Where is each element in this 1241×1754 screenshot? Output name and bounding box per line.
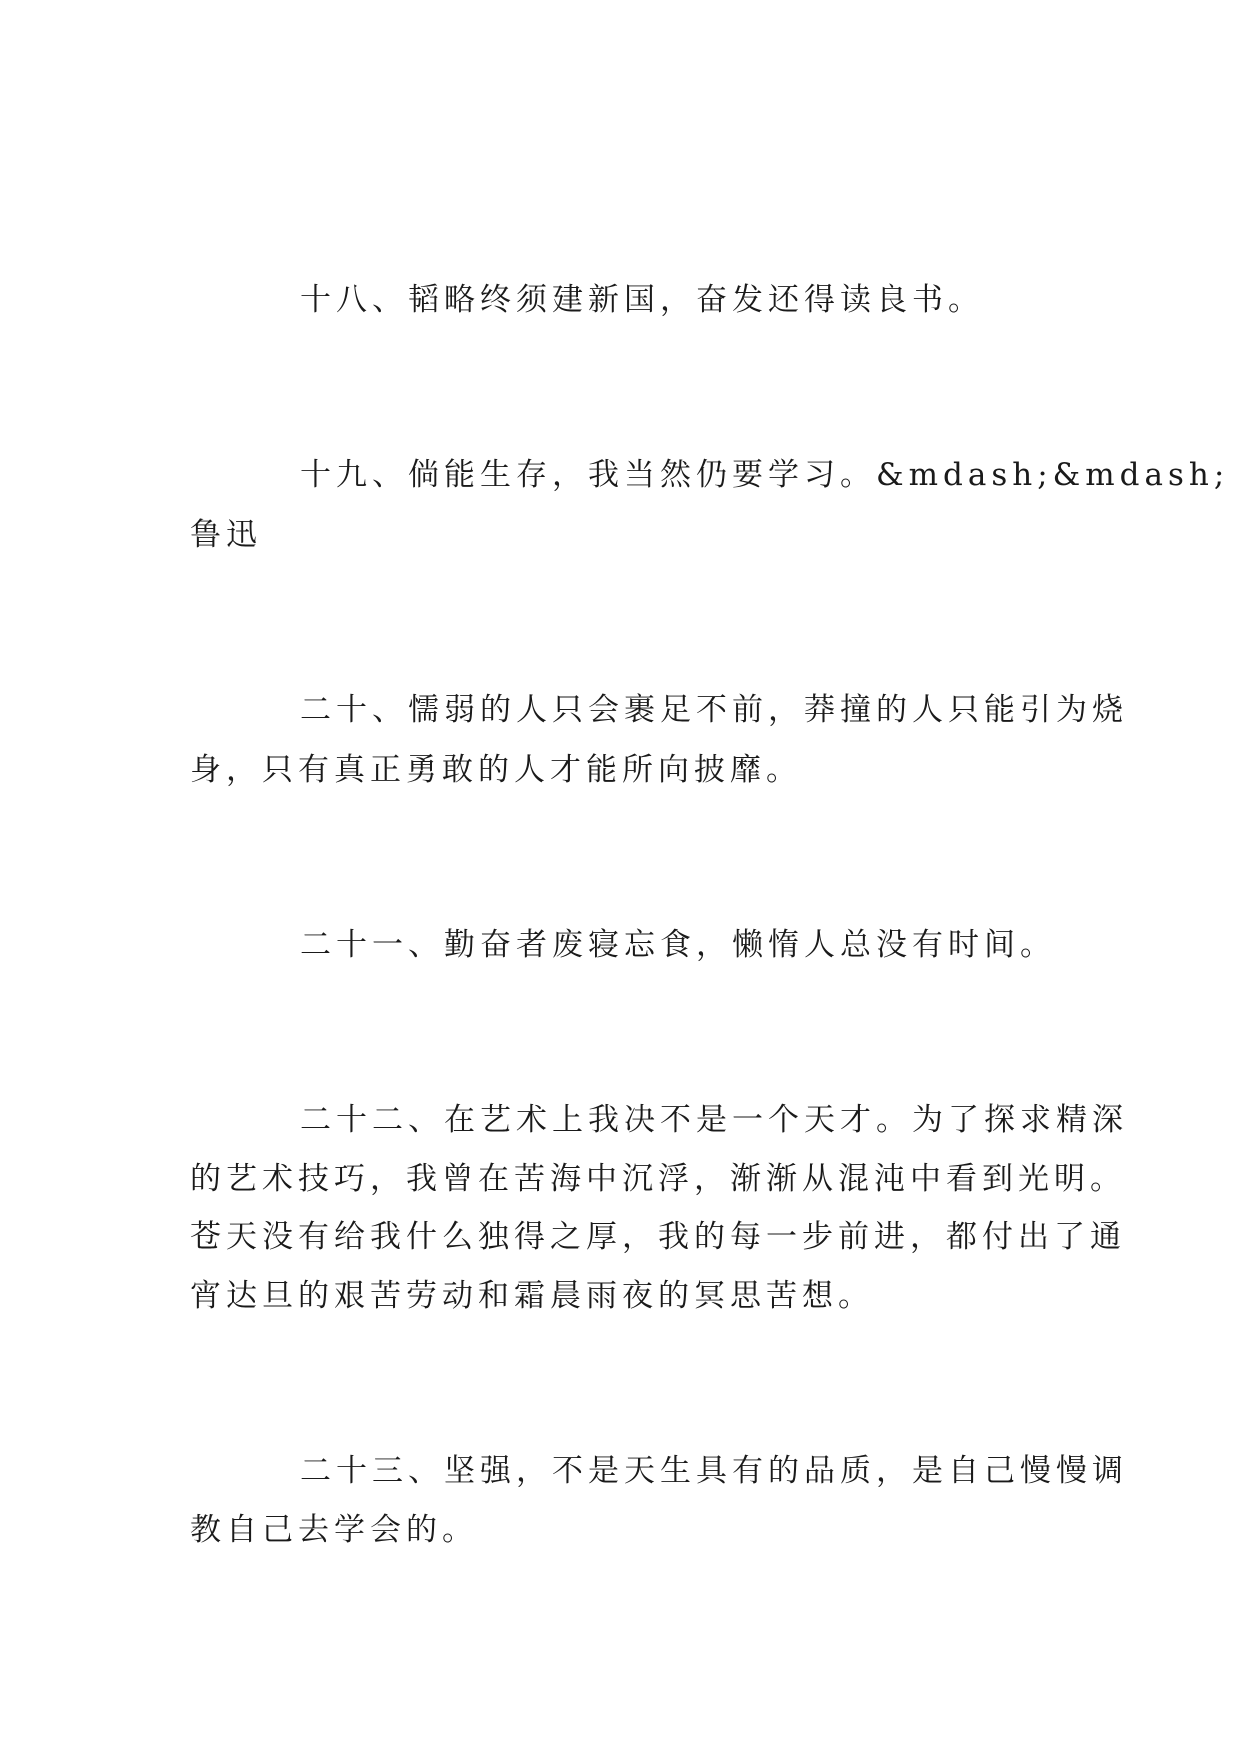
paragraph-19-line-2: 鲁迅 xyxy=(190,517,262,553)
paragraph-21-line-1: 二十一、勤奋者废寝忘食，懒惰人总没有时间。 xyxy=(300,927,1056,963)
paragraph-19-line-1: 十九、倘能生存，我当然仍要学习。&mdash;&mdash; xyxy=(300,457,1230,493)
paragraph-22-line-3: 苍天没有给我什么独得之厚，我的每一步前进，都付出了通 xyxy=(190,1219,1126,1255)
paragraph-22-line-2: 的艺术技巧，我曾在苦海中沉浮，渐渐从混沌中看到光明。 xyxy=(190,1161,1126,1197)
paragraph-18-line-1: 十八、韬略终须建新国，奋发还得读良书。 xyxy=(300,282,984,318)
paragraph-23-line-1: 二十三、坚强，不是天生具有的品质，是自己慢慢调 xyxy=(300,1453,1128,1489)
paragraph-22-line-1: 二十二、在艺术上我决不是一个天才。为了探求精深 xyxy=(300,1102,1128,1138)
paragraph-20-line-1: 二十、懦弱的人只会裹足不前，莽撞的人只能引为烧 xyxy=(300,692,1128,728)
paragraph-23-line-2: 教自己去学会的。 xyxy=(190,1512,478,1548)
paragraph-20-line-2: 身，只有真正勇敢的人才能所向披靡。 xyxy=(190,752,802,788)
paragraph-22-line-4: 宵达旦的艰苦劳动和霜晨雨夜的冥思苦想。 xyxy=(190,1278,874,1314)
